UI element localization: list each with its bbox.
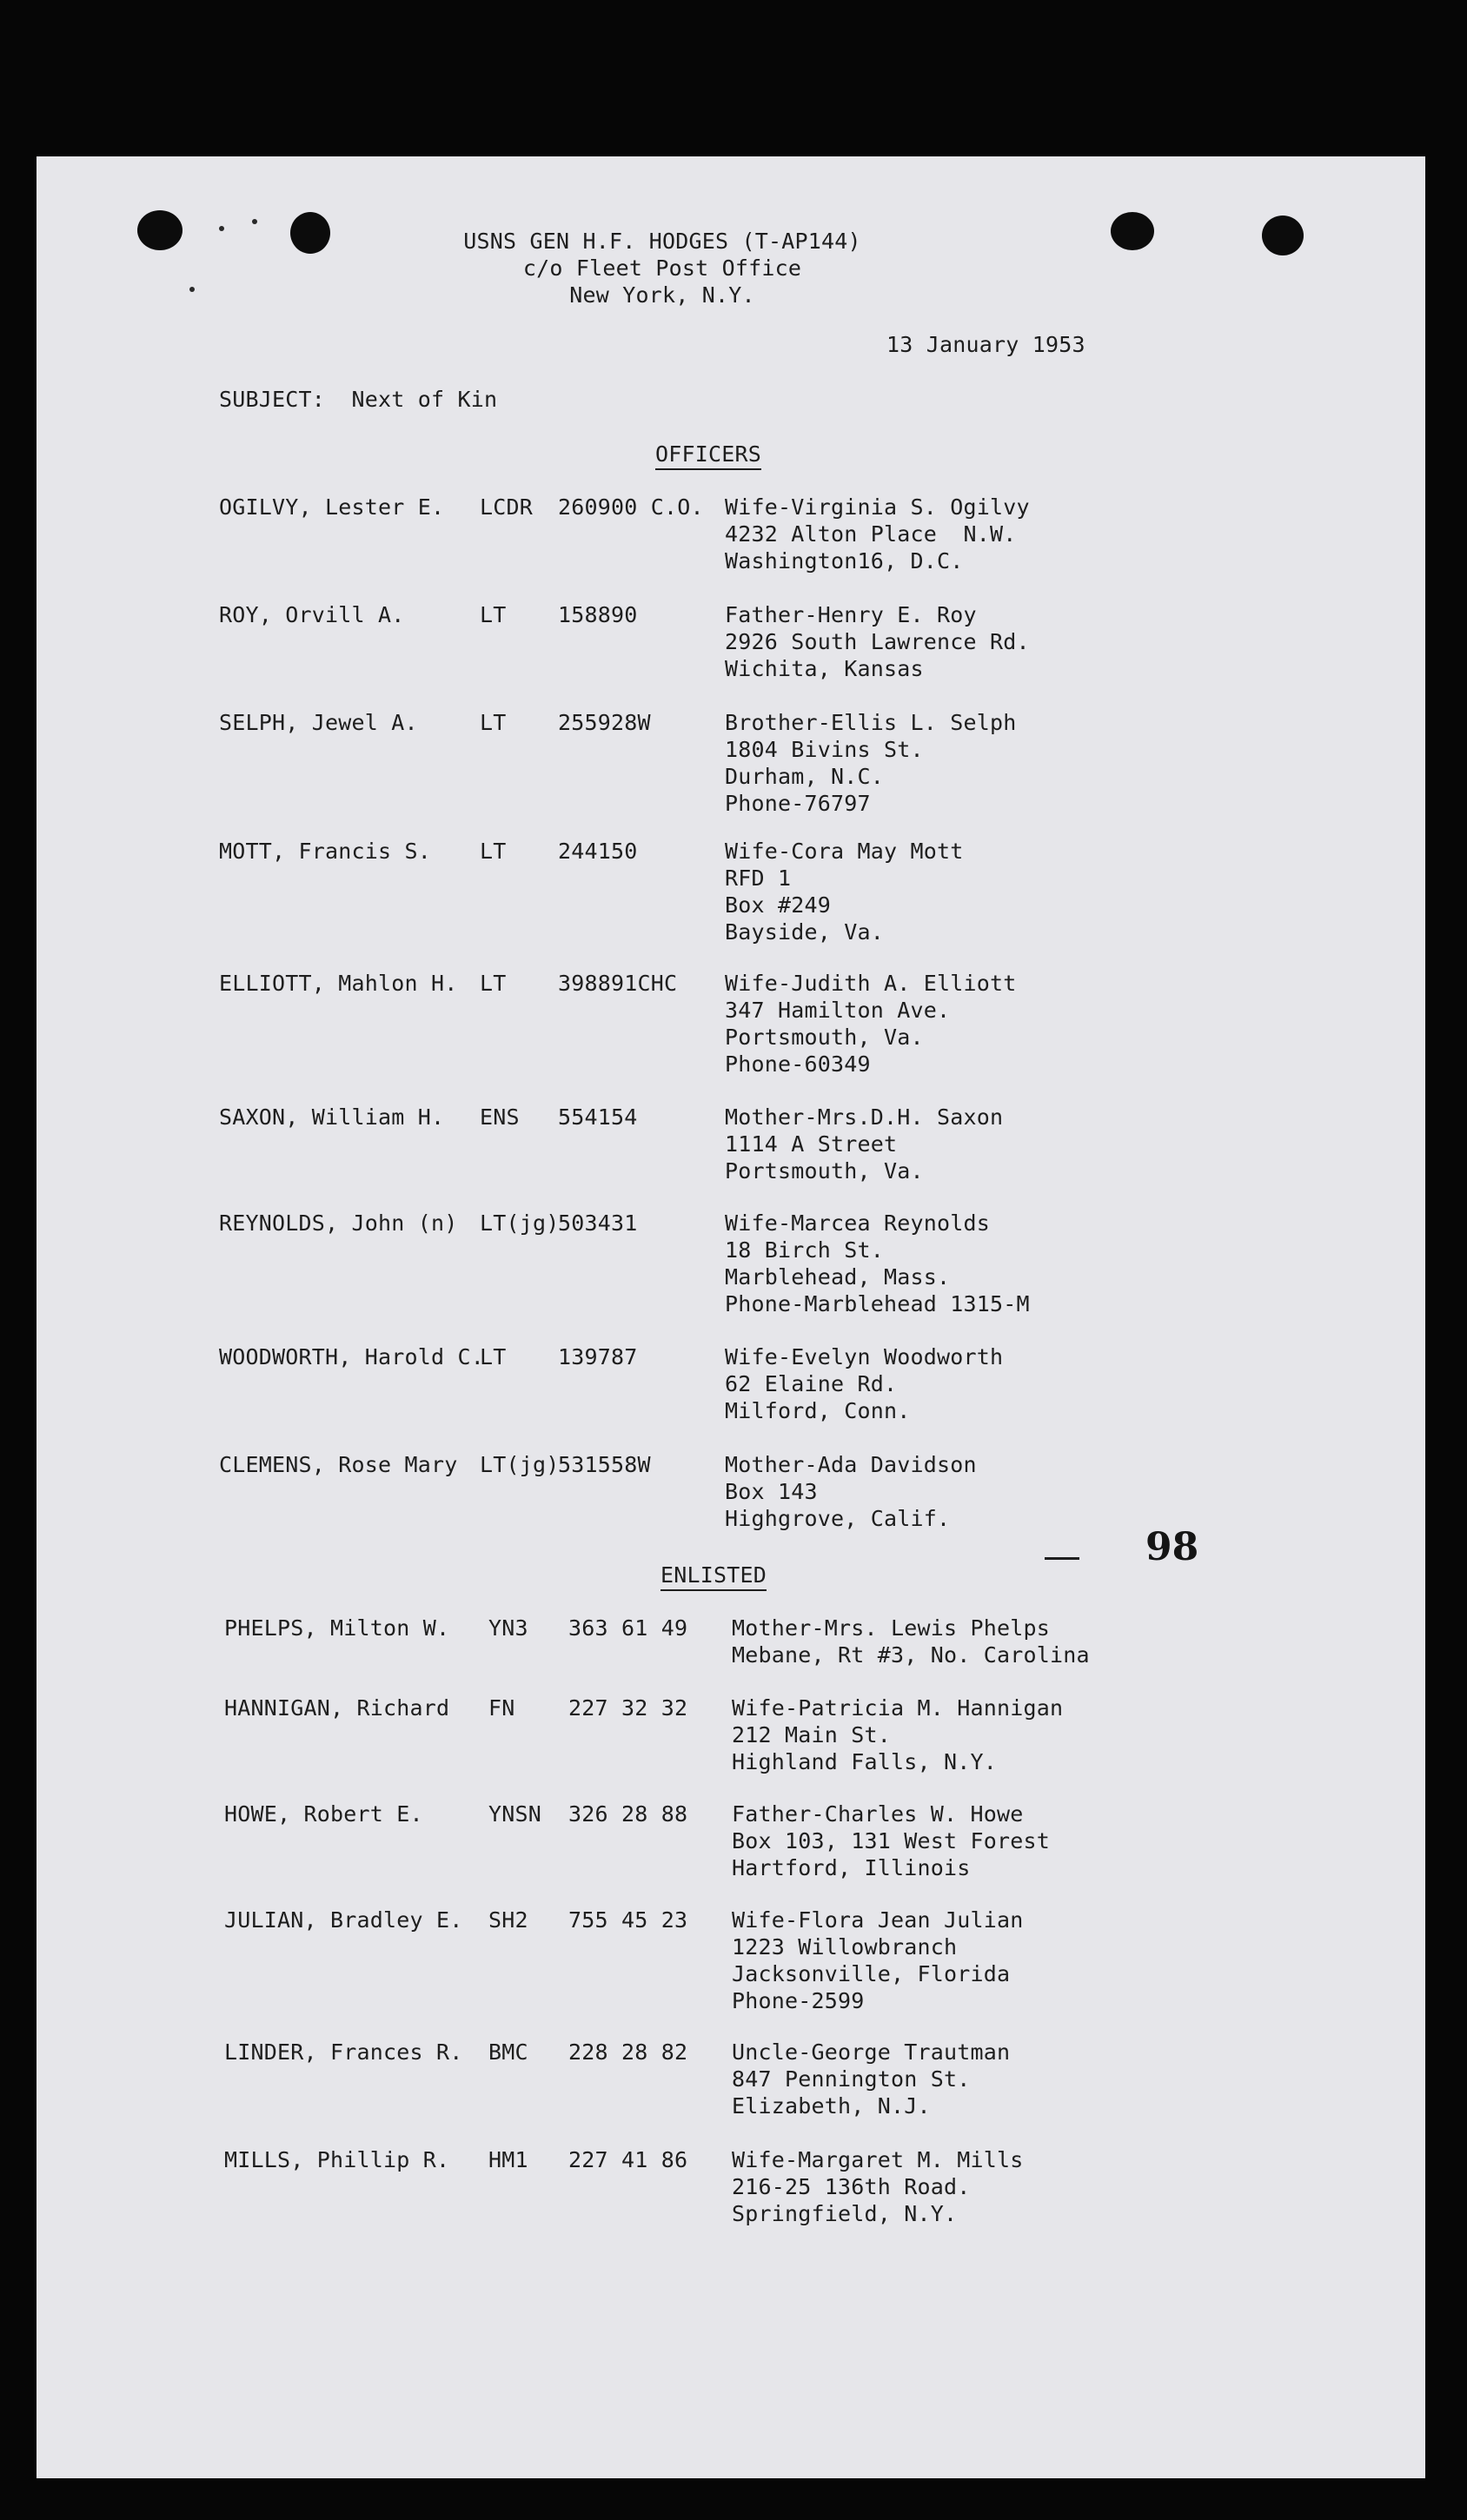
enlisted-next-of-kin-line: Uncle-George Trautman — [732, 2039, 1011, 2065]
enlisted-name: PHELPS, Milton W. — [224, 1615, 450, 1641]
enlisted-next-of-kin-line: 847 Pennington St. — [732, 2066, 971, 2092]
enlisted-service-number: 755 45 23 — [568, 1907, 688, 1933]
enlisted-heading: ENLISTED — [660, 1562, 767, 1591]
officer-next-of-kin-line: Father-Henry E. Roy — [725, 602, 977, 627]
officer-name: ROY, Orvill A. — [219, 602, 405, 627]
officer-next-of-kin-line: 1114 A Street — [725, 1131, 898, 1157]
officer-next-of-kin-line: Phone-Marblehead 1315-M — [725, 1291, 1030, 1316]
officer-next-of-kin-line: RFD 1 — [725, 865, 792, 891]
officer-name: SELPH, Jewel A. — [219, 710, 418, 735]
enlisted-name: JULIAN, Bradley E. — [224, 1907, 463, 1933]
officer-next-of-kin-line: 1804 Bivins St. — [725, 737, 924, 762]
officer-next-of-kin-line: Portsmouth, Va. — [725, 1025, 924, 1050]
officer-rank: LT — [480, 971, 507, 996]
officer-service-number: 244150 — [558, 839, 638, 864]
officer-next-of-kin-line: Bayside, Va. — [725, 919, 885, 945]
officer-name: SAXON, William H. — [219, 1104, 445, 1130]
enlisted-rank: BMC — [488, 2039, 528, 2065]
officer-next-of-kin-line: Marblehead, Mass. — [725, 1264, 951, 1290]
enlisted-rank: YNSN — [488, 1801, 542, 1827]
document-page — [37, 156, 1425, 2478]
enlisted-next-of-kin-line: Wife-Flora Jean Julian — [732, 1907, 1024, 1933]
officer-next-of-kin-line: Durham, N.C. — [725, 764, 885, 789]
officer-next-of-kin-line: Wife-Cora May Mott — [725, 839, 964, 864]
officer-next-of-kin-line: Box 143 — [725, 1479, 818, 1504]
enlisted-next-of-kin-line: Father-Charles W. Howe — [732, 1801, 1024, 1827]
enlisted-next-of-kin-line: 212 Main St. — [732, 1722, 892, 1747]
enlisted-next-of-kin-line: Highland Falls, N.Y. — [732, 1749, 998, 1774]
enlisted-rank: HM1 — [488, 2147, 528, 2172]
enlisted-next-of-kin-line: 216-25 136th Road. — [732, 2174, 971, 2199]
officer-rank: LT(jg) — [480, 1210, 560, 1236]
officer-next-of-kin-line: 2926 South Lawrence Rd. — [725, 629, 1030, 654]
officer-next-of-kin-line: Brother-Ellis L. Selph — [725, 710, 1017, 735]
officer-service-number: 158890 — [558, 602, 638, 627]
letterhead-ship: USNS GEN H.F. HODGES (T-AP144) — [463, 229, 861, 254]
officer-next-of-kin-line: Wife-Evelyn Woodworth — [725, 1344, 1004, 1369]
officer-rank: LT — [480, 602, 507, 627]
officer-rank: LT — [480, 839, 507, 864]
officer-next-of-kin-line: Box #249 — [725, 892, 832, 918]
enlisted-name: HANNIGAN, Richard — [224, 1695, 450, 1721]
officer-service-number: 503431 — [558, 1210, 638, 1236]
enlisted-rank: FN — [488, 1695, 515, 1721]
page-number: 98 — [1145, 1525, 1199, 1569]
letterhead-post-office: c/o Fleet Post Office — [522, 255, 802, 281]
enlisted-next-of-kin-line: Mother-Mrs. Lewis Phelps — [732, 1615, 1051, 1641]
officer-service-number: 554154 — [558, 1104, 638, 1130]
officer-next-of-kin-line: Wife-Virginia S. Ogilvy — [725, 494, 1030, 520]
officer-next-of-kin-line: Washington16, D.C. — [725, 548, 964, 574]
officer-service-number: 260900 C.O. — [558, 494, 704, 520]
enlisted-next-of-kin-line: Hartford, Illinois — [732, 1855, 971, 1880]
officer-next-of-kin-line: Portsmouth, Va. — [725, 1158, 924, 1184]
officer-service-number: 255928W — [558, 710, 651, 735]
enlisted-service-number: 227 41 86 — [568, 2147, 688, 2172]
officer-next-of-kin-line: Mother-Ada Davidson — [725, 1452, 977, 1477]
officer-next-of-kin-line: 347 Hamilton Ave. — [725, 998, 951, 1023]
officer-name: OGILVY, Lester E. — [219, 494, 445, 520]
officer-next-of-kin-line: Wife-Judith A. Elliott — [725, 971, 1017, 996]
letterhead-city: New York, N.Y. — [569, 282, 755, 308]
enlisted-next-of-kin-line: Wife-Margaret M. Mills — [732, 2147, 1024, 2172]
enlisted-list — [37, 156, 1425, 2478]
officer-rank: LCDR — [480, 494, 534, 520]
enlisted-name: MILLS, Phillip R. — [224, 2147, 450, 2172]
letter-date: 13 January 1953 — [886, 332, 1085, 357]
officer-service-number: 139787 — [558, 1344, 638, 1369]
officer-next-of-kin-line: 62 Elaine Rd. — [725, 1371, 898, 1396]
enlisted-next-of-kin-line: Mebane, Rt #3, No. Carolina — [732, 1642, 1090, 1668]
officer-rank: LT(jg) — [480, 1452, 560, 1477]
officer-name: REYNOLDS, John (n) — [219, 1210, 458, 1236]
enlisted-name: LINDER, Frances R. — [224, 2039, 463, 2065]
enlisted-next-of-kin-line: Phone-2599 — [732, 1988, 865, 2013]
officer-next-of-kin-line: Phone-76797 — [725, 791, 871, 816]
officer-name: ELLIOTT, Mahlon H. — [219, 971, 458, 996]
officer-next-of-kin-line: Wichita, Kansas — [725, 656, 924, 681]
officer-rank: LT — [480, 1344, 507, 1369]
enlisted-next-of-kin-line: Elizabeth, N.J. — [732, 2093, 931, 2119]
officer-next-of-kin-line: Wife-Marcea Reynolds — [725, 1210, 991, 1236]
officer-next-of-kin-line: Milford, Conn. — [725, 1398, 911, 1423]
enlisted-next-of-kin-line: 1223 Willowbranch — [732, 1934, 958, 1960]
officers-heading: OFFICERS — [655, 441, 761, 470]
officer-rank: LT — [480, 710, 507, 735]
enlisted-name: HOWE, Robert E. — [224, 1801, 423, 1827]
officer-rank: ENS — [480, 1104, 520, 1130]
enlisted-next-of-kin-line: Jacksonville, Florida — [732, 1961, 1011, 1986]
enlisted-service-number: 326 28 88 — [568, 1801, 688, 1827]
enlisted-service-number: 228 28 82 — [568, 2039, 688, 2065]
enlisted-service-number: 363 61 49 — [568, 1615, 688, 1641]
officer-service-number: 398891CHC — [558, 971, 678, 996]
officer-name: MOTT, Francis S. — [219, 839, 432, 864]
officer-name: CLEMENS, Rose Mary — [219, 1452, 458, 1477]
enlisted-next-of-kin-line: Box 103, 131 West Forest — [732, 1828, 1051, 1854]
officer-next-of-kin-line: Phone-60349 — [725, 1051, 871, 1077]
enlisted-next-of-kin-line: Wife-Patricia M. Hannigan — [732, 1695, 1064, 1721]
officer-next-of-kin-line: 4232 Alton Place N.W. — [725, 521, 1017, 547]
officer-service-number: 531558W — [558, 1452, 651, 1477]
enlisted-rank: YN3 — [488, 1615, 528, 1641]
officer-next-of-kin-line: 18 Birch St. — [725, 1237, 885, 1263]
enlisted-rank: SH2 — [488, 1907, 528, 1933]
enlisted-service-number: 227 32 32 — [568, 1695, 688, 1721]
officer-next-of-kin-line: Highgrove, Calif. — [725, 1506, 951, 1531]
officer-name: WOODWORTH, Harold C. — [219, 1344, 485, 1369]
subject-line: SUBJECT: Next of Kin — [219, 387, 498, 412]
enlisted-next-of-kin-line: Springfield, N.Y. — [732, 2201, 958, 2226]
officer-next-of-kin-line: Mother-Mrs.D.H. Saxon — [725, 1104, 1004, 1130]
